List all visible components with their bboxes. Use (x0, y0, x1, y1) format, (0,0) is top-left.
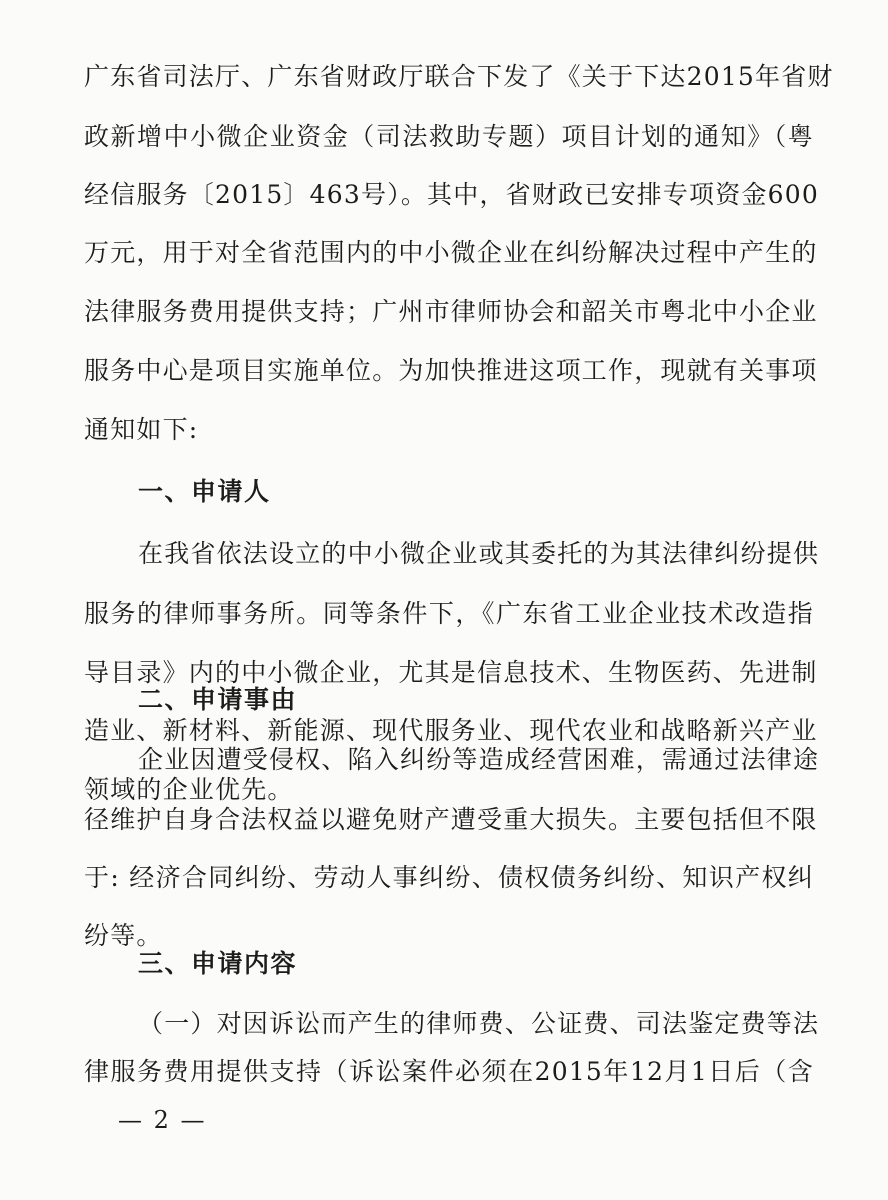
body-text-line: 纷等。 (84, 921, 163, 950)
body-text-line: 律服务费用提供支持（诉讼案件必须在2015年12月1日后（含 (84, 1057, 814, 1086)
section-heading-content: 三、申请内容 (138, 949, 298, 978)
body-text-line: 在我省依法设立的中小微企业或其委托的为其法律纠纷提供 (138, 539, 820, 568)
body-text-line: 企业因遭受侵权、陷入纠纷等造成经营困难，需通过法律途 (138, 745, 820, 774)
body-text-line: （一）对因诉讼而产生的律师费、公证费、司法鉴定费等法 (138, 1009, 820, 1038)
body-text-line: 导目录》内的中小微企业，尤其是信息技术、生物医药、先进制 (84, 658, 818, 687)
section-heading-applicant: 一、申请人 (138, 477, 271, 506)
body-text-line: 通知如下: (84, 415, 199, 444)
body-text-line: 经信服务〔2015〕463号）。其中，省财政已安排专项资金600 (84, 180, 819, 209)
section-heading-reason: 二、申请事由 (138, 685, 298, 714)
body-text-line: 法律服务费用提供支持；广州市律师协会和韶关市粤北中小企业 (84, 297, 818, 326)
body-text-line: 于: 经济合同纠纷、劳动人事纠纷、债权债务纠纷、知识产权纠 (84, 863, 814, 892)
body-text-line: 服务的律师事务所。同等条件下，《广东省工业企业技术改造指 (84, 599, 814, 628)
body-text-line: 广东省司法厅、广东省财政厅联合下发了《关于下达2015年省财 (84, 62, 834, 91)
body-text-line: 政新增中小微企业资金（司法救助专题）项目计划的通知》（粤 (84, 122, 814, 151)
body-text-line: 领域的企业优先。 (84, 775, 294, 804)
page-number: — 2 — (118, 1106, 207, 1134)
body-text-line: 服务中心是项目实施单位。为加快推进这项工作，现就有关事项 (84, 356, 818, 385)
body-text-line: 万元，用于对全省范围内的中小微企业在纠纷解决过程中产生的 (84, 238, 818, 267)
body-text-line: 径维护自身合法权益以避免财产遭受重大损失。主要包括但不限 (84, 805, 818, 834)
body-text-line: 造业、新材料、新能源、现代服务业、现代农业和战略新兴产业 (84, 716, 818, 745)
